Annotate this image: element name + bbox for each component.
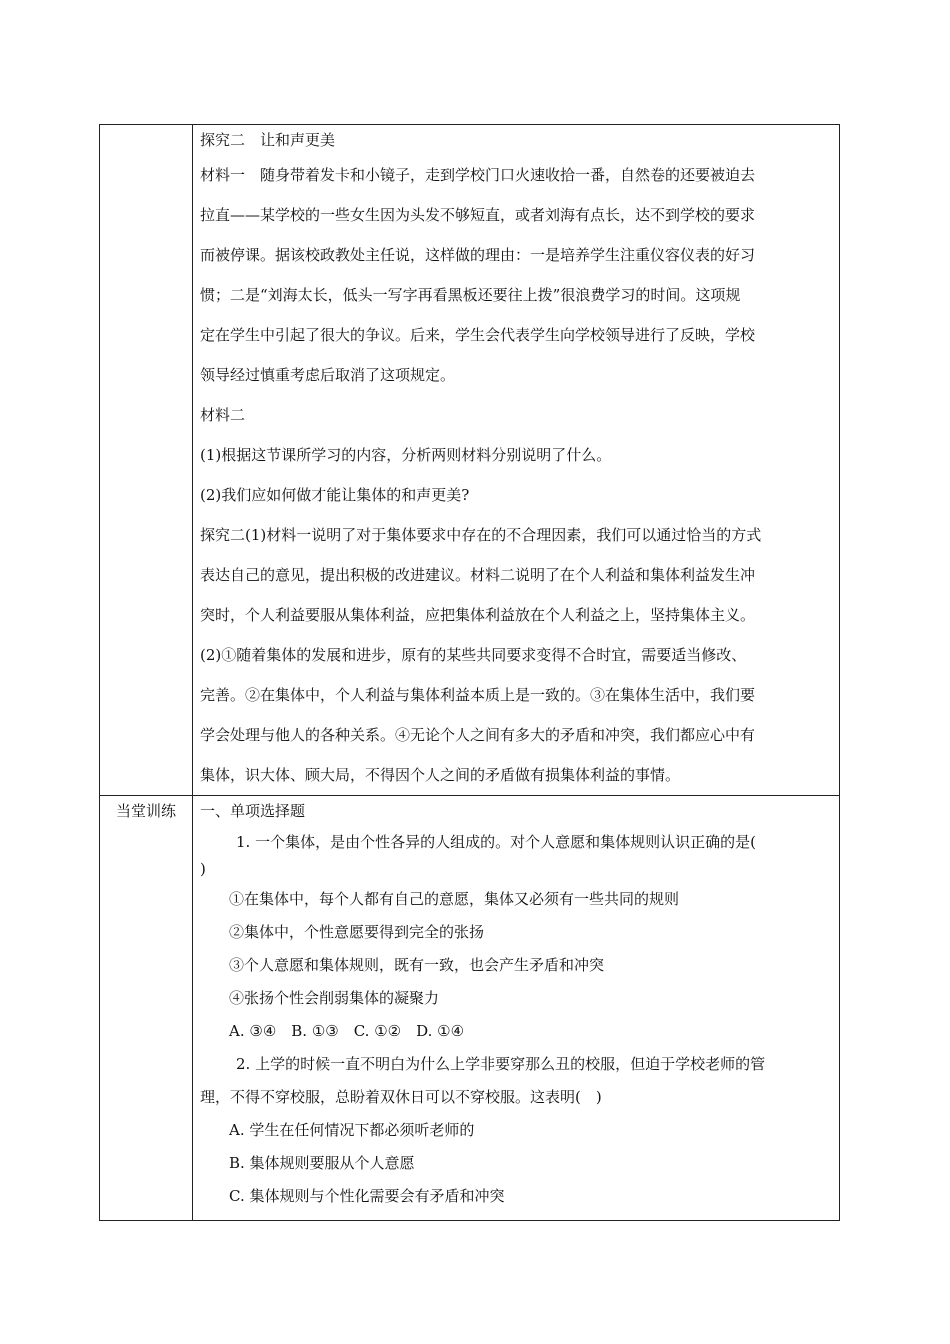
question-1-item: ②集体中，个性意愿要得到完全的张扬 xyxy=(229,923,485,941)
row-label-practice: 当堂训练 xyxy=(100,796,193,1221)
answer-line: 集体，识大体、顾大局，不得因个人之间的矛盾做有损集体利益的事情。 xyxy=(200,766,681,784)
answer-line: 表达自己的意见，提出积极的改进建议。材料二说明了在个人利益和集体利益发生冲 xyxy=(200,566,756,584)
table-row-practice xyxy=(100,796,840,1221)
answer-line: 突时，个人利益要服从集体利益，应把集体利益放在个人利益之上，坚持集体主义。 xyxy=(200,606,756,624)
question-2-option: C. 集体规则与个性化需要会有矛盾和冲突 xyxy=(229,1187,505,1205)
row-label-empty xyxy=(100,125,193,796)
material-one-line: 而被停课。据该校政教处主任说，这样做的理由：一是培养学生注重仪容仪表的好习 xyxy=(200,246,756,264)
material-one-line: 材料一 随身带着发卡和小镜子，走到学校门口火速收拾一番，自然卷的还要被迫去 xyxy=(200,166,756,184)
material-one-line: 惯；二是“刘海太长，低头一写字再看黑板还要往上拨”很浪费学习的时间。这项规 xyxy=(200,286,741,304)
material-one-line: 领导经过慎重考虑后取消了这项规定。 xyxy=(200,366,456,384)
question-1-stem: 1. 一个集体，是由个性各异的人组成的。对个人意愿和集体规则认识正确的是( xyxy=(236,833,756,851)
lesson-table xyxy=(99,124,840,1221)
question-1-item: ③个人意愿和集体规则，既有一致，也会产生矛盾和冲突 xyxy=(229,956,605,974)
answer-line: 探究二(1)材料一说明了对于集体要求中存在的不合理因素，我们可以通过恰当的方式 xyxy=(200,526,762,544)
answer-line: 完善。②在集体中，个人利益与集体利益本质上是一致的。③在集体生活中，我们要 xyxy=(200,686,756,704)
question-1-options: A. ③④ B. ①③ C. ①② D. ①④ xyxy=(229,1022,465,1040)
answer-line: 学会处理与他人的各种关系。④无论个人之间有多大的矛盾和冲突，我们都应心中有 xyxy=(200,726,756,744)
question-2-option: A. 学生在任何情况下都必须听老师的 xyxy=(229,1121,475,1139)
material-one-line: 拉直——某学校的一些女生因为头发不够短直，或者刘海有点长，达不到学校的要求 xyxy=(200,206,756,224)
section-title: 一、单项选择题 xyxy=(200,802,306,820)
question-1-item: ④张扬个性会削弱集体的凝聚力 xyxy=(229,989,440,1007)
question-1-item: ①在集体中，每个人都有自己的意愿，集体又必须有一些共同的规则 xyxy=(229,890,680,908)
material-one-line: 定在学生中引起了很大的争议。后来，学生会代表学生向学校领导进行了反映，学校 xyxy=(200,326,756,344)
material-two-label: 材料二 xyxy=(200,406,246,424)
answer-line: (2)①随着集体的发展和进步，原有的某些共同要求变得不合时宜，需要适当修改、 xyxy=(200,646,747,664)
question-2-stem: 2. 上学的时候一直不明白为什么上学非要穿那么丑的校服，但迫于学校老师的管 xyxy=(236,1055,766,1073)
exploration-title: 探究二 让和声更美 xyxy=(200,131,336,149)
question-2-stem-cont: 理，不得不穿校服，总盼着双休日可以不穿校服。这表明( ) xyxy=(200,1088,602,1106)
question-1-stem-cont: ) xyxy=(200,860,206,878)
practice-content xyxy=(193,796,840,1221)
question-1: (1)根据这节课所学习的内容，分析两则材料分别说明了什么。 xyxy=(200,446,612,464)
question-2-option: B. 集体规则要服从个人意愿 xyxy=(229,1154,415,1172)
exploration-content xyxy=(193,125,840,796)
question-2: (2)我们应如何做才能让集体的和声更美? xyxy=(200,486,470,504)
table-row-exploration xyxy=(100,125,840,796)
